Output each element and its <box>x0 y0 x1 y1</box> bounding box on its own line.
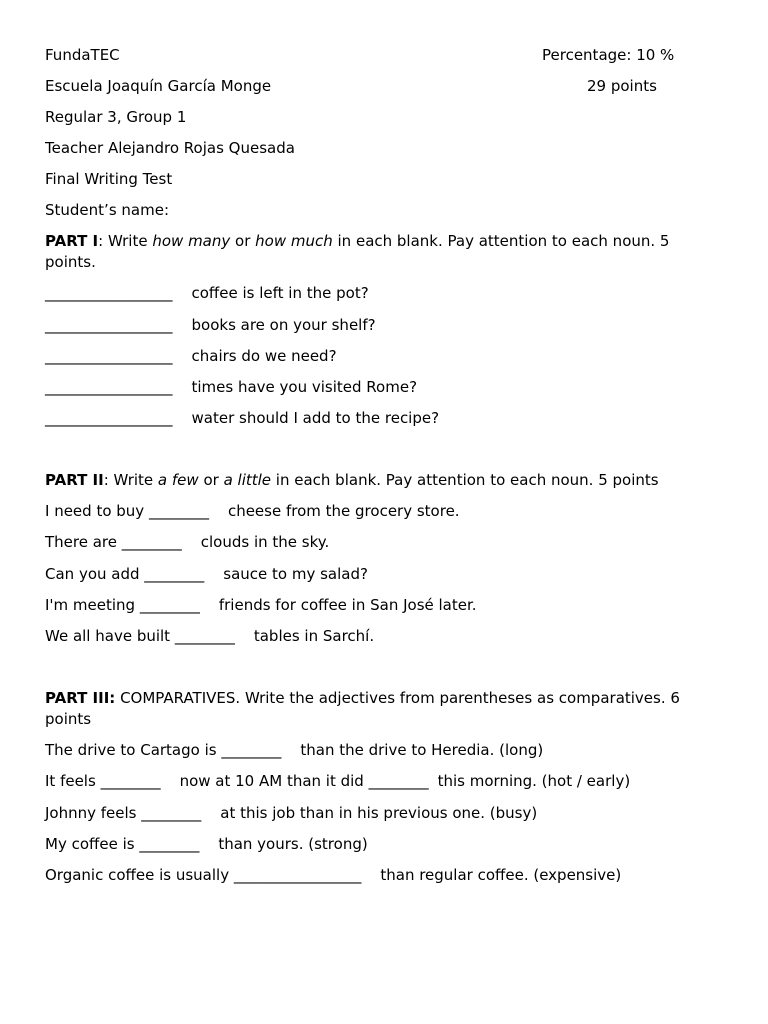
answer-blank[interactable]: ________ <box>368 772 429 790</box>
part2-item <box>45 564 725 585</box>
sentence-start: I'm meeting <box>45 596 140 614</box>
answer-blank[interactable]: ________ <box>148 502 209 520</box>
sentence-end: clouds in the sky. <box>200 533 330 551</box>
answer-blank[interactable]: ________ <box>139 596 200 614</box>
part1-item <box>45 315 725 336</box>
part1-item <box>45 408 725 429</box>
part1-text-1: : Write <box>98 232 153 250</box>
part3-instructions <box>45 688 725 730</box>
sentence-end: tables in Sarchí. <box>253 627 375 645</box>
answer-blank[interactable]: ________ <box>221 741 282 759</box>
sentence-end: than yours. (strong) <box>218 835 368 853</box>
part1-item <box>45 346 725 367</box>
part3-text: COMPARATIVES. Write the adjectives from parentheses as comparatives. 6 points <box>45 689 680 728</box>
answer-blank[interactable]: _________________ <box>45 347 173 365</box>
answer-blank[interactable]: ________ <box>139 835 200 853</box>
part2-text-2: or <box>198 471 224 489</box>
school-name: Escuela Joaquín García Monge <box>45 77 272 95</box>
part1-text-3: in each blank. Pay attention to each noun. 5 points. <box>45 232 670 271</box>
answer-blank[interactable]: ________ <box>121 533 182 551</box>
sentence-end: cheese from the grocery store. <box>227 502 460 520</box>
sentence-start: There are <box>45 533 122 551</box>
question-text: books are on your shelf? <box>191 316 376 334</box>
answer-blank[interactable]: ________ <box>141 804 202 822</box>
sentence-end: at this job than in his previous one. (busy) <box>220 804 538 822</box>
sentence-start: Johnny feels <box>45 804 142 822</box>
sentence-start: My coffee is <box>45 835 140 853</box>
answer-blank[interactable]: _________________ <box>233 866 362 884</box>
part1-label: PART I <box>45 232 99 250</box>
part3-item <box>45 865 725 886</box>
answer-blank[interactable]: ________ <box>144 565 205 583</box>
part1-text-2: or <box>230 232 256 250</box>
sentence-end: this morning. (hot / early) <box>437 772 631 790</box>
part2-item <box>45 626 725 647</box>
student-name-label: Student’s name: <box>45 201 169 219</box>
part3-item <box>45 803 725 824</box>
part2-text-3: in each blank. Pay attention to each noun. 5 points <box>271 471 659 489</box>
question-text: chairs do we need? <box>191 347 337 365</box>
sentence-end: than regular coffee. (expensive) <box>380 866 622 884</box>
sentence-middle: now at 10 AM than it did <box>179 772 369 790</box>
part1-emphasis-1: how many <box>152 232 231 250</box>
part2-text-1: : Write <box>103 471 158 489</box>
sentence-end: sauce to my salad? <box>223 565 368 583</box>
part2-instructions <box>45 470 725 491</box>
sentence-start: Organic coffee is usually <box>45 866 234 884</box>
part3-label: PART III: <box>45 689 116 707</box>
answer-blank[interactable]: _________________ <box>45 316 173 334</box>
sentence-start: The drive to Cartago is <box>45 741 222 759</box>
part2-emphasis-1: a few <box>157 471 199 489</box>
part1-item <box>45 377 725 398</box>
part2-emphasis-2: a little <box>223 471 272 489</box>
part1-instructions <box>45 231 725 273</box>
sentence-start: Can you add <box>45 565 145 583</box>
header-row-2 <box>45 76 725 97</box>
question-text: times have you visited Rome? <box>191 378 418 396</box>
part2-item <box>45 501 725 522</box>
answer-blank[interactable]: _________________ <box>45 284 173 302</box>
sentence-start: We all have built <box>45 627 175 645</box>
part3-item <box>45 771 725 792</box>
sentence-end: than the drive to Heredia. (long) <box>300 741 544 759</box>
question-text: water should I add to the recipe? <box>191 409 440 427</box>
teacher-label: Teacher Alejandro Rojas Quesada <box>45 139 295 157</box>
part3-item <box>45 740 725 761</box>
answer-blank[interactable]: ________ <box>174 627 235 645</box>
part2-label: PART II <box>45 471 104 489</box>
percentage-label: Percentage: 10 % <box>542 46 675 64</box>
part1-emphasis-2: how much <box>255 232 333 250</box>
header-row-1 <box>45 45 725 66</box>
answer-blank[interactable]: _________________ <box>45 409 173 427</box>
sentence-start: It feels <box>45 772 101 790</box>
answer-blank[interactable]: _________________ <box>45 378 173 396</box>
test-title: Final Writing Test <box>45 170 173 188</box>
sentence-end: friends for coffee in San José later. <box>218 596 477 614</box>
part1-item <box>45 283 725 304</box>
part3-item <box>45 834 725 855</box>
org-name: FundaTEC <box>45 46 120 64</box>
part2-item <box>45 595 725 616</box>
points-total: 29 points <box>587 77 657 95</box>
answer-blank[interactable]: ________ <box>100 772 161 790</box>
part2-item <box>45 532 725 553</box>
sentence-start: I need to buy <box>45 502 149 520</box>
course-label: Regular 3, Group 1 <box>45 108 187 126</box>
question-text: coffee is left in the pot? <box>191 284 369 302</box>
